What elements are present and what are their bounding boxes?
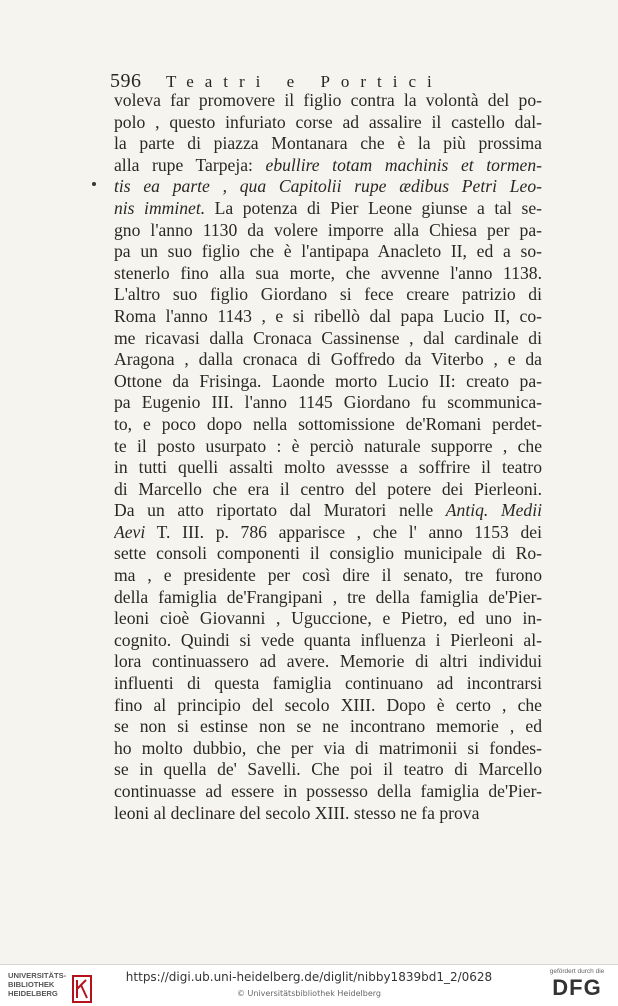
text-run: sette consoli componenti il consiglio municipale di Ro- (114, 543, 542, 564)
text-run: se non si estinse non se ne incontrano memorie , ed (114, 716, 542, 737)
text-run: polo , questo infuriato corse ad assalire il castello dal- (114, 111, 542, 132)
text-run: in tutti quelli assalti molto avessse a soffrire il teatro (114, 457, 542, 478)
text-run: La potenza di Pier Leone giunse a tal se- (205, 197, 542, 218)
text-line (114, 436, 542, 458)
text-run: stenerlo fino alla sua morte, che avvenne l'anno 1138. (114, 262, 542, 283)
text-line (114, 284, 542, 306)
funder-name: DFG (552, 975, 602, 1000)
text-line (114, 263, 542, 285)
text-line (114, 392, 542, 414)
text-run: fino al principio del secolo XIII. Dopo è certo , che (114, 694, 542, 715)
running-title: Teatri e Portici (166, 72, 443, 91)
text-run: continuasse ad essere in possesso della famiglia de'Pier- (114, 781, 542, 801)
text-run: te il posto usurpato : è perciò naturale supporre , che (114, 435, 542, 456)
text-line (114, 176, 542, 198)
text-line (114, 695, 542, 717)
page-body-text (114, 90, 542, 824)
copyright-notice: © Universitätsbibliothek Heidelberg (236, 989, 381, 998)
page-number: 596 (110, 70, 142, 92)
text-run: alla rupe Tarpeja: (114, 154, 266, 175)
text-run: Aragona , dalla cronaca di Goffredo da Viterbo , e da (114, 349, 542, 370)
text-line (114, 414, 542, 436)
text-line (114, 371, 542, 393)
text-run: la parte di piazza Montanara che è la più prossima (114, 133, 542, 154)
text-run: lora continuassero ad avere. Memorie di altri individui (114, 651, 542, 672)
library-name-line2: BIBLIOTHEK (8, 980, 55, 989)
text-run: ma , e presidente per così dire il senato, tre furono (114, 565, 542, 586)
text-line (114, 457, 542, 479)
text-run: pa Eugenio III. l'anno 1145 Giordano fu scommunica- (114, 392, 542, 413)
text-line (114, 112, 542, 134)
text-run: Da un atto riportato dal Muratori nelle (114, 500, 446, 521)
text-line (114, 479, 542, 501)
text-run: gno l'anno 1130 da volere imporre alla Chiesa per pa- (114, 219, 542, 240)
text-run: pa un suo figlio che è l'antipapa Anacleto II, ed a so- (114, 241, 542, 262)
text-line (114, 328, 542, 350)
text-line (114, 565, 542, 587)
italic-text-run: Aevi (114, 521, 146, 542)
text-line (114, 349, 542, 371)
permalink-url[interactable]: https://digi.ub.uni-heidelberg.de/diglit/nibby1839bd1_2/0628 (125, 970, 493, 984)
text-run: L'altro suo figlio Giordano si fece creare patrizio di (114, 284, 542, 305)
text-line (114, 198, 542, 220)
text-run: me ricavasi dalla Cronaca Cassinense , dal cardinale di (114, 327, 542, 348)
text-run: se in quella de' Savelli. Che poi il teatro di Marcello (114, 759, 542, 780)
text-line (114, 587, 542, 609)
text-run: della famiglia de'Frangipani , tre della famiglia de'Pier- (114, 586, 542, 607)
text-line (114, 759, 542, 781)
text-line (114, 781, 542, 803)
text-line (114, 133, 542, 155)
text-run: Roma l'anno 1143 , e si ribellò dal papa Lucio II, co- (114, 305, 542, 326)
italic-text-run: tis ea parte , qua Capitolii rupe ædibus Petri Leo- (114, 176, 542, 197)
text-line (114, 716, 542, 738)
text-line (114, 673, 542, 695)
text-run: voleva far promovere il figlio contra la volontà del po- (114, 90, 542, 110)
text-line (114, 306, 542, 328)
text-line (114, 522, 542, 544)
text-run: leoni cioè Giovanni , Uguccione, e Pietro, ed uno in- (114, 608, 542, 629)
text-line (114, 543, 542, 565)
italic-text-run: ebullire totam machinis et tormen- (265, 154, 542, 175)
italic-text-run: Antiq. Medii (445, 500, 542, 521)
text-run: di Marcello che era il centro del potere dei Pierleoni. (114, 478, 542, 499)
text-run: influenti di questa famiglia continuano ad incontrarsi (114, 673, 542, 694)
library-name-line3: HEIDELBERG (8, 989, 58, 998)
text-line (114, 803, 542, 825)
text-run: leoni al declinare del secolo XIII. stesso ne fa prova (114, 802, 480, 823)
text-line (114, 500, 542, 522)
text-run: to, e poco dopo nella sottomissione de'Romani perdet- (114, 413, 542, 434)
text-line (114, 630, 542, 652)
library-name-line1: UNIVERSITÄTS- (8, 971, 67, 980)
italic-text-run: nis imminet. (114, 197, 206, 218)
funder-note: gefördert durch die (549, 968, 605, 975)
margin-dot (92, 182, 96, 186)
text-line (114, 90, 542, 112)
text-line (114, 241, 542, 263)
text-line (114, 155, 542, 177)
funder-logo (544, 968, 610, 1004)
text-run: ho molto dubbio, che per via di matrimonii si fondes- (114, 737, 542, 758)
text-line (114, 608, 542, 630)
viewer-footer (0, 964, 618, 1006)
text-line (114, 220, 542, 242)
text-line (114, 738, 542, 760)
text-run: T. III. p. 786 apparisce , che l' anno 1153 dei (145, 521, 542, 542)
text-line (114, 651, 542, 673)
text-run: cognito. Quindi si vede quanta influenza i Pierleoni al- (114, 629, 542, 650)
text-run: Ottone da Frisinga. Laonde morto Lucio II: creato pa- (114, 370, 542, 391)
